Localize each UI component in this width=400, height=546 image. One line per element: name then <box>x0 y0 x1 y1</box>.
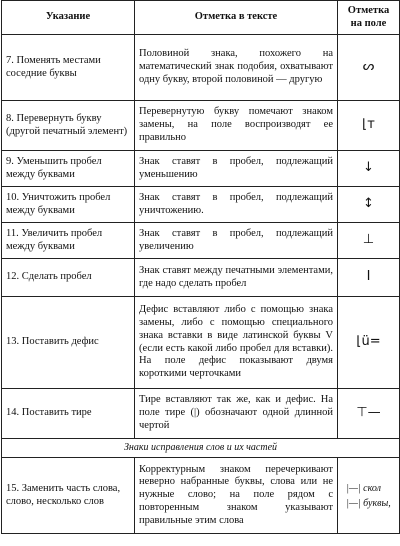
margin-mark-cell <box>338 187 400 223</box>
margin-mark-cell <box>338 259 400 297</box>
table-row <box>2 389 400 439</box>
section-title: Знаки исправления слов и их частей <box>2 439 400 458</box>
table-row <box>2 458 400 534</box>
text-mark-cell: Знак ставят в пробел, подлежащий уменьшению <box>135 151 338 187</box>
text-mark-cell: Тире вставляют так же, как и дефис. На поле тире (|) обозначают одной длинной чертой <box>135 389 338 439</box>
table-row <box>2 101 400 151</box>
margin-mark-cell <box>338 35 400 101</box>
table-row <box>2 297 400 389</box>
text-mark-cell: Перевернутую букву помечают знаком замены, на поле воспроизводят ее правильно <box>135 101 338 151</box>
header-margin-mark: Отметка на поле <box>338 1 400 35</box>
margin-mark-cell <box>338 389 400 439</box>
table-row <box>2 223 400 259</box>
text-mark-cell: Знак ставят в пробел, подлежащий увеличению <box>135 223 338 259</box>
table-row <box>2 151 400 187</box>
replace-word-mark: |—| буквы, <box>346 497 391 509</box>
proofreading-marks-table <box>1 0 400 534</box>
text-mark-cell: Знак ставят в пробел, подлежащий уничтожению. <box>135 187 338 223</box>
section-header-row <box>2 439 400 458</box>
replace-word-mark: |—| скол <box>346 482 381 494</box>
instruction-cell: 11. Увеличить пробел между буквами <box>2 223 135 259</box>
instruction-cell: 10. Уничтожить пробел между буквами <box>2 187 135 223</box>
replace-letter-icon: ⌊т <box>362 117 375 133</box>
text-mark-cell: Половиной знака, похожего на математический знак подобия, охватывают одну букву, второй половиной — другую <box>135 35 338 101</box>
add-space-icon: I <box>366 269 371 285</box>
text-mark-cell: Корректурным знаком перечеркивают неверно набранные буквы, слова или не нужные слово; на поле рядом с повторенным знаком указывают правильные этим слова <box>135 458 338 534</box>
instruction-cell: 7. Поменять местами соседние буквы <box>2 35 135 101</box>
increase-space-icon: ⊥ <box>362 232 375 248</box>
instruction-cell: 12. Сделать пробел <box>2 259 135 297</box>
margin-mark-cell <box>338 223 400 259</box>
remove-space-icon: ↕ <box>363 196 374 212</box>
instruction-cell: 9. Уменьшить пробел между буквами <box>2 151 135 187</box>
instruction-cell: 13. Поставить дефис <box>2 297 135 389</box>
header-text-mark: Отметка в тексте <box>135 1 338 35</box>
instruction-cell: 15. Заменить часть слова, слово, несколько слов <box>2 458 135 534</box>
hyphen-mark-icon: ⌊ü= <box>356 334 381 350</box>
margin-mark-cell <box>338 458 400 534</box>
table-row <box>2 259 400 297</box>
swap-letters-icon: ᔕ <box>362 59 375 75</box>
margin-mark-cell <box>338 101 400 151</box>
text-mark-cell: Знак ставят между печатными элементами, где надо сделать пробел <box>135 259 338 297</box>
reduce-space-icon: ↓ <box>363 160 374 176</box>
table-row <box>2 35 400 101</box>
margin-mark-cell <box>338 151 400 187</box>
instruction-cell: 14. Поставить тире <box>2 389 135 439</box>
header-instruction: Указание <box>2 1 135 35</box>
table-header-row <box>2 1 400 35</box>
table-row <box>2 187 400 223</box>
dash-mark-icon: ⊤— <box>356 405 381 421</box>
instruction-cell: 8. Перевернуть букву (другой печатный элемент) <box>2 101 135 151</box>
text-mark-cell: Дефис вставляют либо с помощью знака замены, либо с помощью специального знака вставки в виде латинской буквы V (если есть какой либо пробел для вставки). На поле дефис показывают двумя короткими черточками <box>135 297 338 389</box>
replace-words-marks <box>346 481 391 511</box>
margin-mark-cell <box>338 297 400 389</box>
